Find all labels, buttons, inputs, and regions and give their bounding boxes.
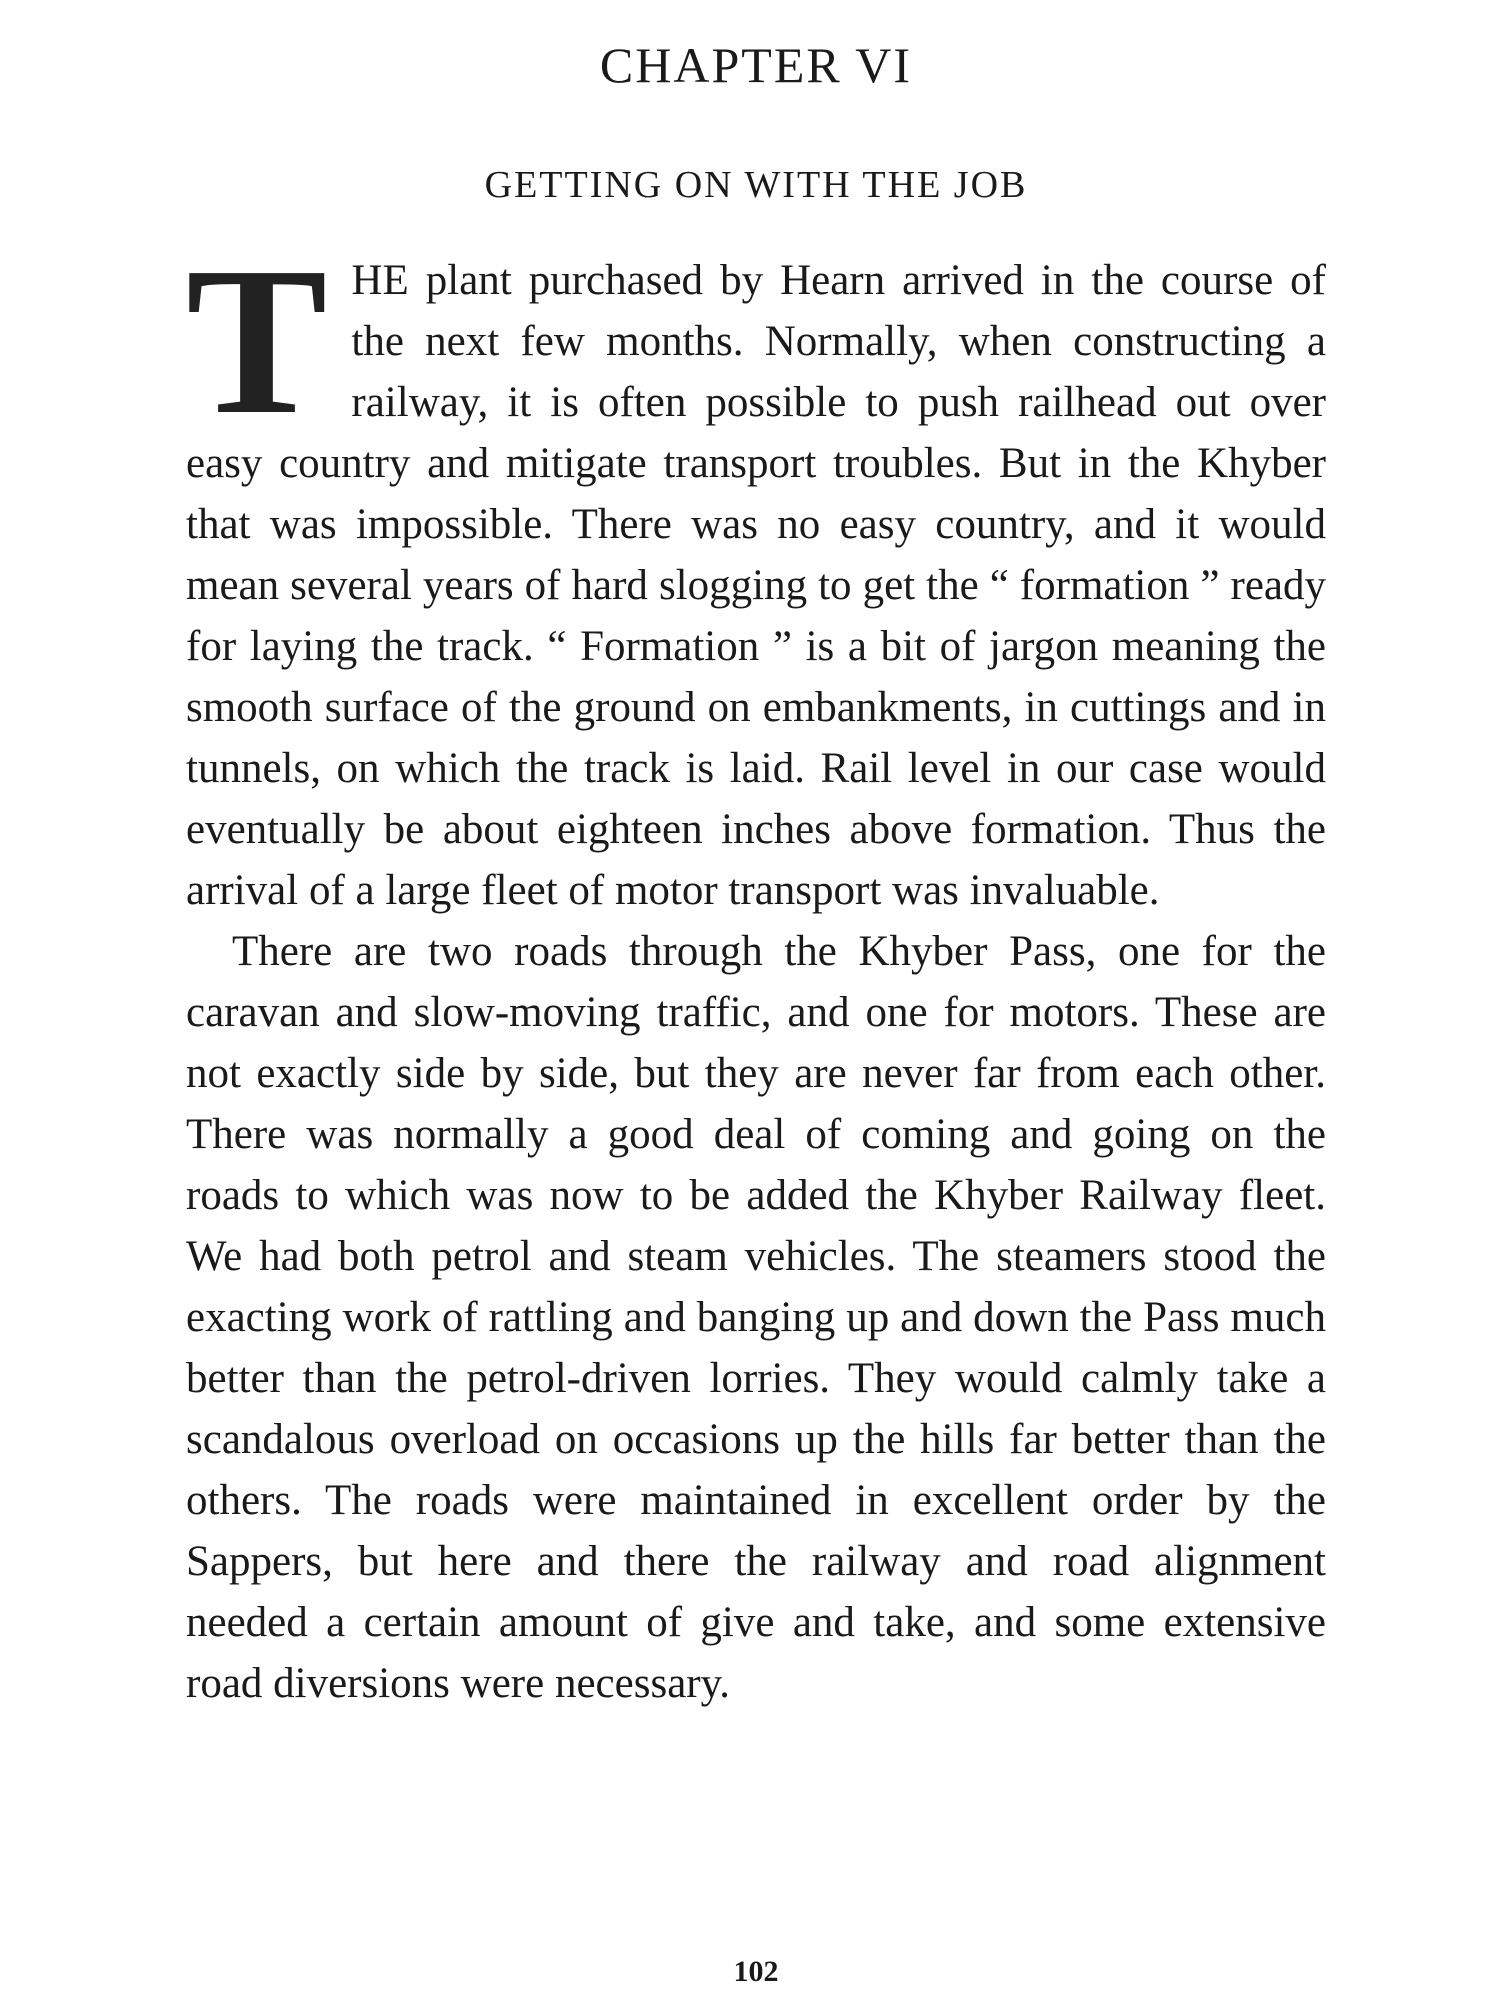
- paragraph-1: [186, 223, 1326, 921]
- paragraph-1-text: HE plant purchased by Hearn arrived in the course of the next few months. Normally, when constructing a railway, it is often possible to push railhead out over easy country and mitigate transport troubles. But in the Khyber that was impossible. There was no easy country, and it would mean several years of hard slogging to get the “ formation ” ready for laying the track. “ Formation ” is a bit of jargon meaning the smooth surface of the ground on embankments, in cuttings and in tunnels, on which the track is laid. Rail level in our case would eventually be about eighteen inches above formation. Thus the arrival of a large fleet of motor transport was invaluable.: [186, 257, 1326, 914]
- book-page: [186, 30, 1326, 1990]
- chapter-title: GETTING ON WITH THE JOB: [484, 164, 1028, 206]
- page-number: 102: [733, 1955, 779, 1988]
- drop-cap: T: [186, 223, 328, 458]
- chapter-heading: CHAPTER VI: [599, 37, 913, 93]
- paragraph-2: There are two roads through the Khyber Pass, one for the caravan and slow-moving traffic, and one for motors. These are not exactly side by side, but they are never far from each other. There was normally a good deal of coming and going on the roads to which was now to be added the Khyber Railway fleet. We had both petrol and steam vehicles. The steamers stood the exacting work of rattling and banging up and down the Pass much better than the petrol-driven lorries. They would calmly take a scandalous overload on occasions up the hills far better than the others. The roads were maintained in excellent order by the Sappers, but here and there the railway and road alignment needed a certain amount of give and take, and some extensive road diversions were necessary.: [186, 928, 1326, 1707]
